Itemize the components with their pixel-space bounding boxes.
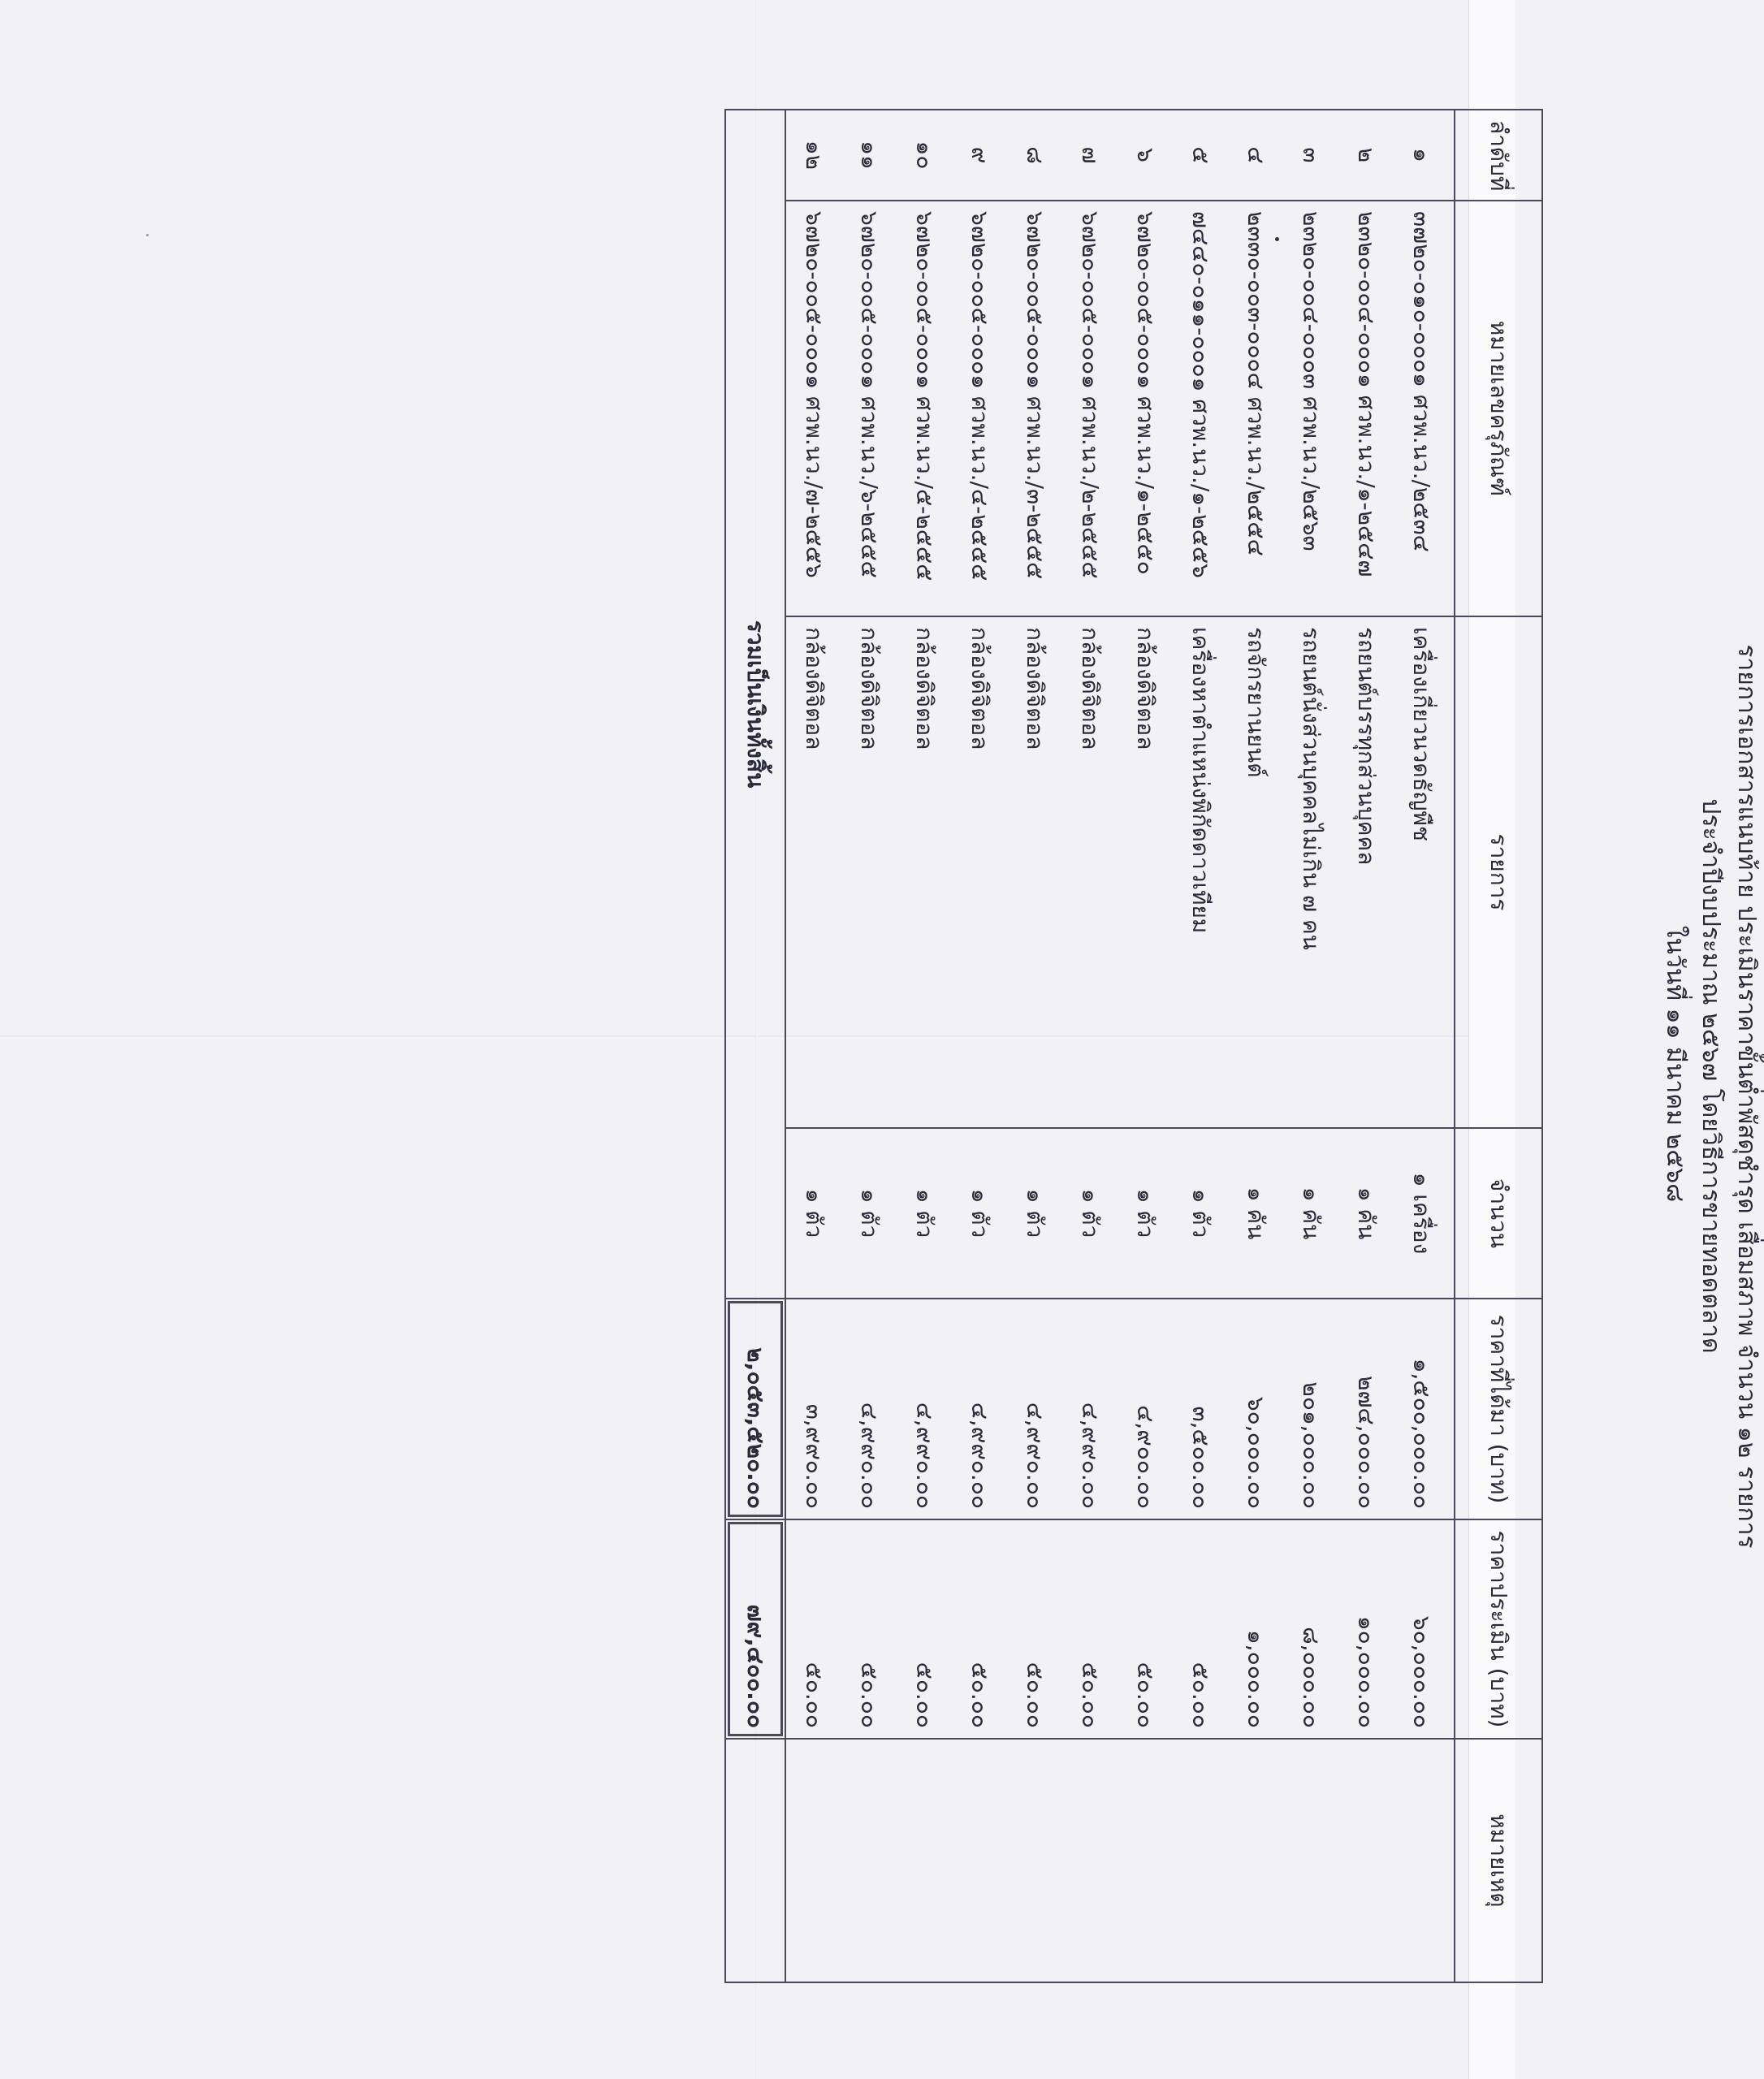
- table-row: [897, 110, 952, 1982]
- cell-note: [897, 1739, 952, 1982]
- cell-acquired-price: ๔,๙๙๐.๐๐: [1007, 1299, 1062, 1519]
- cell-asset-number: ๖๗๒๐-๐๐๕-๐๐๐๑ ศวพ.นว./๖-๒๕๕๕: [841, 201, 897, 616]
- cell-asset-number: ๖๗๒๐-๐๐๕-๐๐๐๑ ศวพ.นว./๔-๒๕๕๕: [952, 201, 1007, 616]
- cell-acquired-price: ๑,๕๐๐,๐๐๐.๐๐: [1394, 1299, 1455, 1519]
- total-label: รวมเป็นเงินทั้งสิ้น: [725, 110, 785, 1299]
- asset-table: [724, 109, 1543, 1983]
- cell-quantity: ๑ ตัว: [1062, 1128, 1118, 1299]
- cell-item: รถจักรยานยนต์: [1228, 616, 1283, 1128]
- cell-appraised-price: ๕๐.๐๐: [785, 1519, 841, 1739]
- cell-no: ๔: [1228, 110, 1283, 201]
- cell-appraised-price: ๕๐.๐๐: [1173, 1519, 1228, 1739]
- cell-asset-number: ๖๗๒๐-๐๐๕-๐๐๐๑ ศวพ.นว./๓-๒๕๕๕: [1007, 201, 1062, 616]
- cell-no: ๑: [1394, 110, 1455, 201]
- cell-appraised-price: ๕๐.๐๐: [1062, 1519, 1118, 1739]
- cell-note: [1338, 1739, 1394, 1982]
- cell-acquired-price: ๖๐,๐๐๐.๐๐: [1228, 1299, 1283, 1519]
- cell-quantity: ๑ คัน: [1228, 1128, 1283, 1299]
- cell-item: กล้องดิจิตอล: [952, 616, 1007, 1128]
- col-header-item: รายการ: [1455, 616, 1542, 1128]
- cell-no: ๑๑: [841, 110, 897, 201]
- cell-note: [1173, 1739, 1228, 1982]
- cell-note: [1228, 1739, 1283, 1982]
- cell-acquired-price: ๔,๙๙๐.๐๐: [952, 1299, 1007, 1519]
- cell-quantity: ๑ คัน: [1283, 1128, 1338, 1299]
- cell-item: กล้องดิจิตอล: [1007, 616, 1062, 1128]
- document-page: [432, 97, 1764, 1982]
- cell-asset-number: ๒๓๒๐-๐๐๔-๐๐๐๑ ศวพ.นว./๑-๒๕๔๗: [1338, 201, 1394, 616]
- cell-item: กล้องดิจิตอล: [785, 616, 841, 1128]
- col-header-quantity: จำนวน: [1455, 1128, 1542, 1299]
- cell-no: ๙: [952, 110, 1007, 201]
- table-row: [785, 110, 841, 1982]
- col-header-note: หมายเหตุ: [1455, 1739, 1542, 1982]
- cell-quantity: ๑ ตัว: [841, 1128, 897, 1299]
- cell-item: กล้องดิจิตอล: [1062, 616, 1118, 1128]
- table-row: [1118, 110, 1173, 1982]
- table-row: [952, 110, 1007, 1982]
- cell-quantity: ๑ ตัว: [785, 1128, 841, 1299]
- table-row: [1062, 110, 1118, 1982]
- cell-note: [1394, 1739, 1455, 1982]
- cell-asset-number: ๒๓๓๐-๐๐๓-๐๐๐๔ ศวพ.นว./๒๕๕๔: [1228, 201, 1283, 616]
- cell-appraised-price: ๑,๐๐๐.๐๐: [1228, 1519, 1283, 1739]
- table-row: [1338, 110, 1394, 1982]
- cell-quantity: ๑ ตัว: [952, 1128, 1007, 1299]
- cell-item: กล้องดิจิตอล: [897, 616, 952, 1128]
- cell-note: [1007, 1739, 1062, 1982]
- cell-item: รถยนต์นั่งส่วนบุคคลไม่เกิน ๗ คน: [1283, 616, 1338, 1128]
- table-header-row: [1455, 110, 1542, 1982]
- cell-quantity: ๑ คัน: [1338, 1128, 1394, 1299]
- col-header-no: ลำดับที่: [1455, 110, 1542, 201]
- cell-asset-number: ๖๗๒๐-๐๐๕-๐๐๐๑ ศวพ.นว./๗-๒๕๕๖: [785, 201, 841, 616]
- cell-no: ๓: [1283, 110, 1338, 201]
- cell-acquired-price: ๔,๙๐๐.๐๐: [1118, 1299, 1173, 1519]
- cell-appraised-price: ๕๐.๐๐: [1118, 1519, 1173, 1739]
- cell-note: [785, 1739, 841, 1982]
- table-row: [1283, 110, 1338, 1982]
- document-title: รายการเอกสารแนบท้าย ประเมินราคาขั้นต่ำพัสดุชำรุด เสื่อมสภาพ จำนวน ๑๒ รายการ: [1732, 644, 1761, 1549]
- cell-no: ๒: [1338, 110, 1394, 201]
- total-acquired: ๒,๐๕๓,๕๒๐.๐๐: [725, 1299, 785, 1519]
- cell-asset-number: ๗๔๔๐-๐๑๑-๐๐๐๑ ศวพ.นว./๑-๒๕๕๖: [1173, 201, 1228, 616]
- cell-quantity: ๑ ตัว: [1007, 1128, 1062, 1299]
- cell-no: ๗: [1062, 110, 1118, 201]
- cell-item: กล้องดิจิตอล: [1118, 616, 1173, 1128]
- table-row: [1173, 110, 1228, 1982]
- cell-quantity: ๑ ตัว: [897, 1128, 952, 1299]
- cell-acquired-price: ๔,๙๙๐.๐๐: [1062, 1299, 1118, 1519]
- col-header-appraised-price: ราคาประเมิน (บาท): [1455, 1519, 1542, 1739]
- cell-no: ๘: [1007, 110, 1062, 201]
- document-date: ในวันที่ ๑๑ มีนาคม ๒๕๖๘: [1661, 925, 1689, 1203]
- cell-item: กล้องดิจิตอล: [841, 616, 897, 1128]
- cell-acquired-price: ๒๐๑,๐๐๐.๐๐: [1283, 1299, 1338, 1519]
- cell-appraised-price: ๕๐.๐๐: [952, 1519, 1007, 1739]
- cell-appraised-price: ๖๐,๐๐๐.๐๐: [1394, 1519, 1455, 1739]
- cell-item: เครื่องหาตำแหน่งพิกัดดาวเทียม: [1173, 616, 1228, 1128]
- cell-note: [1062, 1739, 1118, 1982]
- table-row: [1007, 110, 1062, 1982]
- cell-item: เครื่องเกี่ยวนวดธัญพืช: [1394, 616, 1455, 1128]
- cell-no: ๕: [1173, 110, 1228, 201]
- cell-quantity: ๑ ตัว: [1173, 1128, 1228, 1299]
- cell-no: ๖: [1118, 110, 1173, 201]
- cell-appraised-price: ๕๐.๐๐: [841, 1519, 897, 1739]
- cell-asset-number: ๖๗๒๐-๐๐๕-๐๐๐๑ ศวพ.นว./๒-๒๕๕๕: [1062, 201, 1118, 616]
- cell-asset-number: ๓๗๒๐-๐๑๐-๐๐๐๑ ศวพ.นว./๒๕๓๔: [1394, 201, 1455, 616]
- total-appraised: ๗๙,๔๐๐.๐๐: [725, 1519, 785, 1739]
- cell-appraised-price: ๑๐,๐๐๐.๐๐: [1338, 1519, 1394, 1739]
- table-row: [1394, 110, 1455, 1982]
- table-row: [841, 110, 897, 1982]
- cell-asset-number: ๒๓๒๐-๐๐๔-๐๐๐๓ ศวพ.นว./๒๕๖๓: [1283, 201, 1338, 616]
- cell-acquired-price: ๔,๙๙๐.๐๐: [841, 1299, 897, 1519]
- table-row: [1228, 110, 1283, 1982]
- cell-note: [1118, 1739, 1173, 1982]
- total-note: [725, 1739, 785, 1982]
- total-row: [725, 110, 785, 1982]
- cell-item: รถยนต์บรรทุกส่วนบุคคล: [1338, 616, 1394, 1128]
- document-subtitle: ประจำปีงบประมาณ ๒๕๖๗ โดยวิธีการขายทอดตลาด: [1697, 798, 1725, 1354]
- cell-appraised-price: ๕๐.๐๐: [897, 1519, 952, 1739]
- cell-no: ๑๐: [897, 110, 952, 201]
- cell-no: ๑๒: [785, 110, 841, 201]
- cell-asset-number: ๖๗๒๐-๐๐๕-๐๐๐๑ ศวพ.นว./๕-๒๕๕๕: [897, 201, 952, 616]
- cell-acquired-price: ๔,๙๙๐.๐๐: [897, 1299, 952, 1519]
- scan-speck: [146, 234, 149, 236]
- cell-quantity: ๑ ตัว: [1118, 1128, 1173, 1299]
- cell-acquired-price: ๓,๕๐๐.๐๐: [1173, 1299, 1228, 1519]
- cell-appraised-price: ๘,๐๐๐.๐๐: [1283, 1519, 1338, 1739]
- col-header-asset-number: หมายเลขครุภัณฑ์: [1455, 201, 1542, 616]
- cell-note: [841, 1739, 897, 1982]
- document-header: [1585, 97, 1764, 1982]
- cell-appraised-price: ๕๐.๐๐: [1007, 1519, 1062, 1739]
- cell-quantity: ๑ เครื่อง: [1394, 1128, 1455, 1299]
- col-header-acquired-price: ราคาที่ได้มา (บาท): [1455, 1299, 1542, 1519]
- cell-acquired-price: ๒๗๔,๐๐๐.๐๐: [1338, 1299, 1394, 1519]
- cell-note: [952, 1739, 1007, 1982]
- cell-asset-number: ๖๗๒๐-๐๐๕-๐๐๐๑ ศวพ.นว./๑-๒๕๕๐: [1118, 201, 1173, 616]
- cell-note: [1283, 1739, 1338, 1982]
- cell-acquired-price: ๓,๙๙๐.๐๐: [785, 1299, 841, 1519]
